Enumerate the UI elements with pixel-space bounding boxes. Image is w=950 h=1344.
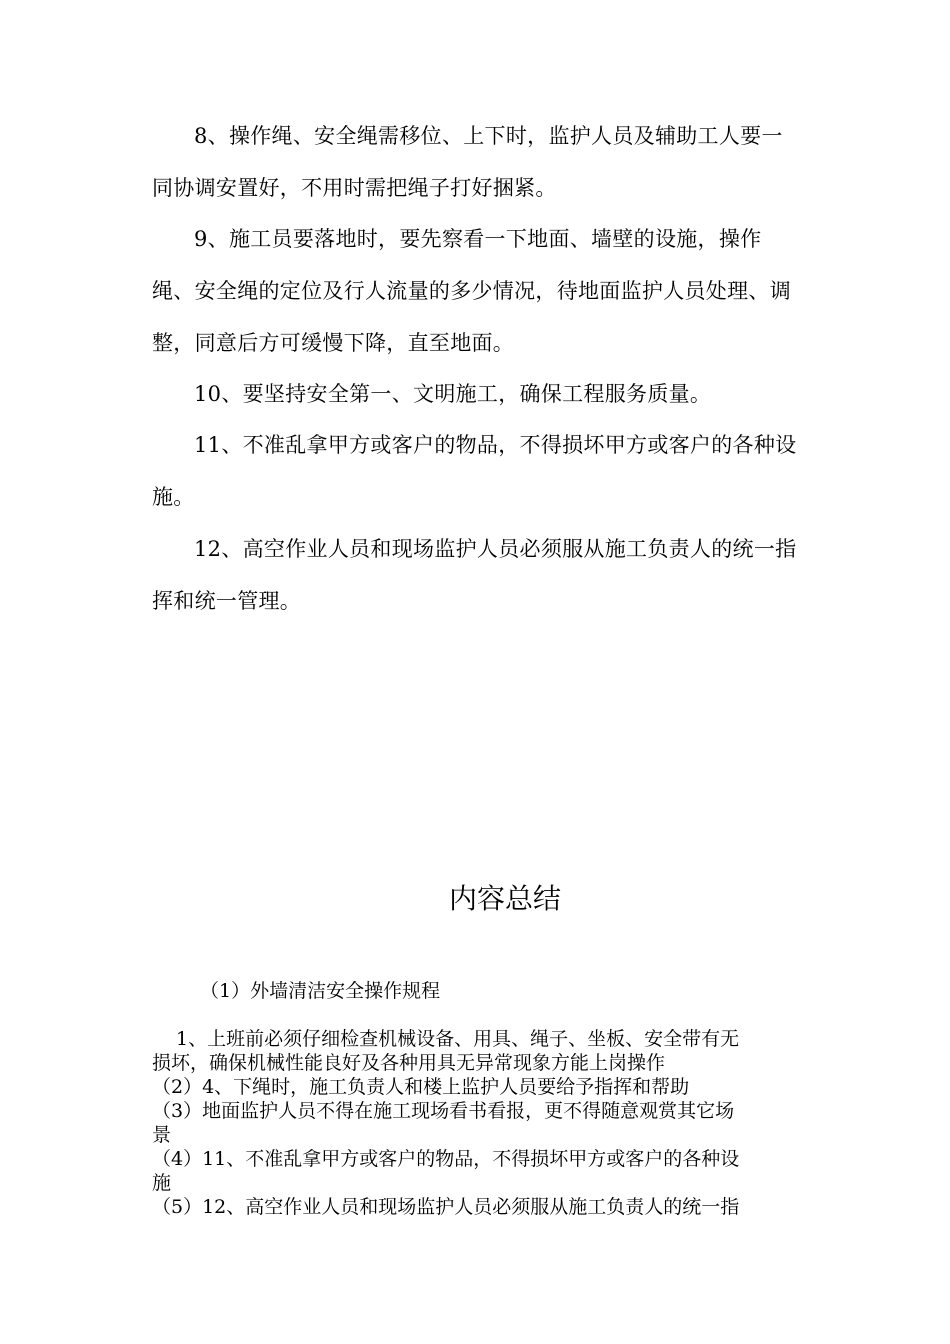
summary-line: （5）12、高空作业人员和现场监护人员必须服从施工负责人的统一指 bbox=[152, 1196, 740, 1218]
paragraph-item-9: 9、施工员要落地时，要先察看一下地面、墙壁的设施，操作绳、安全绳的定位及行人流量的多少情况，待地面监护人员处理、调整，同意后方可缓慢下降，直至地面。 bbox=[152, 227, 791, 355]
paragraph-item-8: 8、操作绳、安全绳需移位、上下时，监护人员及辅助工人要一同协调安置好，不用时需把绳子打好捆紧。 bbox=[152, 124, 783, 200]
summary-line: 1、上班前必须仔细检查机械设备、用具、绳子、坐板、安全带有无 bbox=[176, 1028, 740, 1050]
paragraph-item-12: 12、高空作业人员和现场监护人员必须服从施工负责人的统一指挥和统一管理。 bbox=[152, 537, 797, 613]
paragraph-item-11: 11、不准乱拿甲方或客户的物品，不得损坏甲方或客户的各种设施。 bbox=[152, 433, 797, 509]
summary-line: （4）11、不准乱拿甲方或客户的物品，不得损坏甲方或客户的各种设 bbox=[152, 1148, 740, 1170]
summary-line: 景 bbox=[152, 1124, 172, 1146]
paragraph-item-10: 10、要坚持安全第一、文明施工，确保工程服务质量。 bbox=[194, 382, 712, 406]
summary-line: （2）4、下绳时，施工负责人和楼上监护人员要给予指挥和帮助 bbox=[152, 1076, 690, 1098]
summary-line: （3）地面监护人员不得在施工现场看书看报，更不得随意观赏其它场 bbox=[152, 1100, 735, 1122]
summary-line: 损坏，确保机械性能良好及各种用具无异常现象方能上岗操作 bbox=[152, 1052, 666, 1074]
summary-subtitle: （1）外墙清洁安全操作规程 bbox=[200, 980, 441, 1002]
summary-title: 内容总结 bbox=[448, 882, 561, 915]
summary-line: 施 bbox=[152, 1172, 172, 1194]
summary-body bbox=[152, 1027, 802, 1219]
